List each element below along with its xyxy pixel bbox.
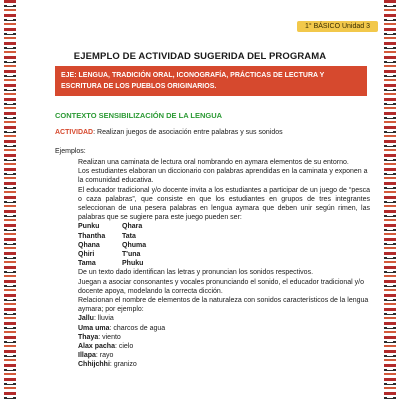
- word-right: Qhuma: [122, 241, 147, 249]
- vocab-meaning: : viento: [98, 333, 121, 341]
- activity-text: : Realizan juegos de asociación entre palabras y sus sonidos: [93, 129, 283, 136]
- word-left: Punku: [78, 223, 100, 231]
- vocab-term: Illapa: [78, 352, 96, 360]
- vocab-term: Jallu: [78, 315, 94, 323]
- section-title: CONTEXTO SENSIBILIZACIÓN DE LA LENGUA: [55, 111, 223, 120]
- example-paragraph: Realizan una caminata de lectura oral nombrando en aymara elementos de su entorno.: [78, 159, 349, 166]
- vocab-item: [78, 351, 370, 360]
- document-title: EJEMPLO DE ACTIVIDAD SUGERIDA DEL PROGRAMA: [73, 51, 327, 62]
- vocab-meaning: : lluvia: [93, 315, 114, 323]
- word-pair-row: [78, 222, 370, 231]
- vocab-meaning: : cielo: [114, 343, 134, 351]
- word-right: T'una: [122, 251, 141, 259]
- word-left: Thantha: [78, 232, 106, 240]
- examples-label: Ejemplos:: [55, 148, 86, 155]
- word-left: Tama: [78, 260, 96, 268]
- vocab-meaning: : rayo: [95, 352, 114, 360]
- word-pair-row: [78, 259, 370, 268]
- example-paragraph: Relacionan el nombre de elementos de la naturaleza con sonidos característicos de la lengua aymara; por ejemplo:: [78, 297, 369, 314]
- vocab-item: [78, 314, 370, 323]
- vocab-term: Alax pacha: [78, 343, 115, 351]
- word-pair-row: [78, 241, 370, 250]
- activity-line: [55, 129, 283, 136]
- vocab-term: Thaya: [78, 333, 99, 341]
- word-right: Phuku: [122, 260, 144, 268]
- vocab-meaning: : charcos de agua: [109, 324, 166, 332]
- word-left: Qhiri: [78, 251, 95, 259]
- vocab-item: [78, 360, 370, 369]
- word-pair-row: [78, 250, 370, 259]
- example-paragraph: De un texto dado identifican las letras y pronuncian los sonidos respectivos.: [78, 269, 314, 277]
- example-paragraph: Juegan a asociar consonantes y vocales pronunciando el sonido, el educador tradicional y/o docente apoya, modelando la correcta dicción.: [78, 278, 365, 295]
- examples-body: [78, 158, 370, 370]
- vocab-item: [78, 342, 370, 351]
- activity-label: ACTIVIDAD: [55, 129, 94, 136]
- vocab-item: [78, 333, 370, 342]
- word-right: Qhara: [122, 223, 143, 231]
- word-right: Tata: [122, 232, 136, 240]
- grade-unit-badge: 1° BÁSICO Unidad 3: [297, 21, 378, 32]
- vocab-meaning: : granizo: [109, 361, 137, 369]
- vocab-term: Uma uma: [78, 324, 110, 332]
- word-pair-row: [78, 232, 370, 241]
- eje-banner: EJE: LENGUA, TRADICIÓN ORAL, ICONOGRAFÍA, PRÁCTICAS DE LECTURA Y ESCRITURA DE LOS PUEBLOS ORIGINARIOS.: [55, 66, 367, 96]
- example-paragraph: Los estudiantes elaboran un diccionario con palabras aprendidas en la caminata y exponen a la comunidad educativa.: [78, 168, 368, 185]
- word-left: Qhana: [78, 241, 100, 249]
- example-paragraph: El educador tradicional y/o docente invita a los estudiantes a participar de un juego de “pesca o caza palabras”, que consiste en que los estudiantes en grupos de tres integrantes seleccionan de una pesera palabras en lengua aymara que deben unir según rimen, las palabras que se sugiere para este juego pueden ser:: [78, 186, 370, 222]
- vocab-item: [78, 324, 370, 333]
- vocab-term: Chhijchhi: [78, 361, 110, 369]
